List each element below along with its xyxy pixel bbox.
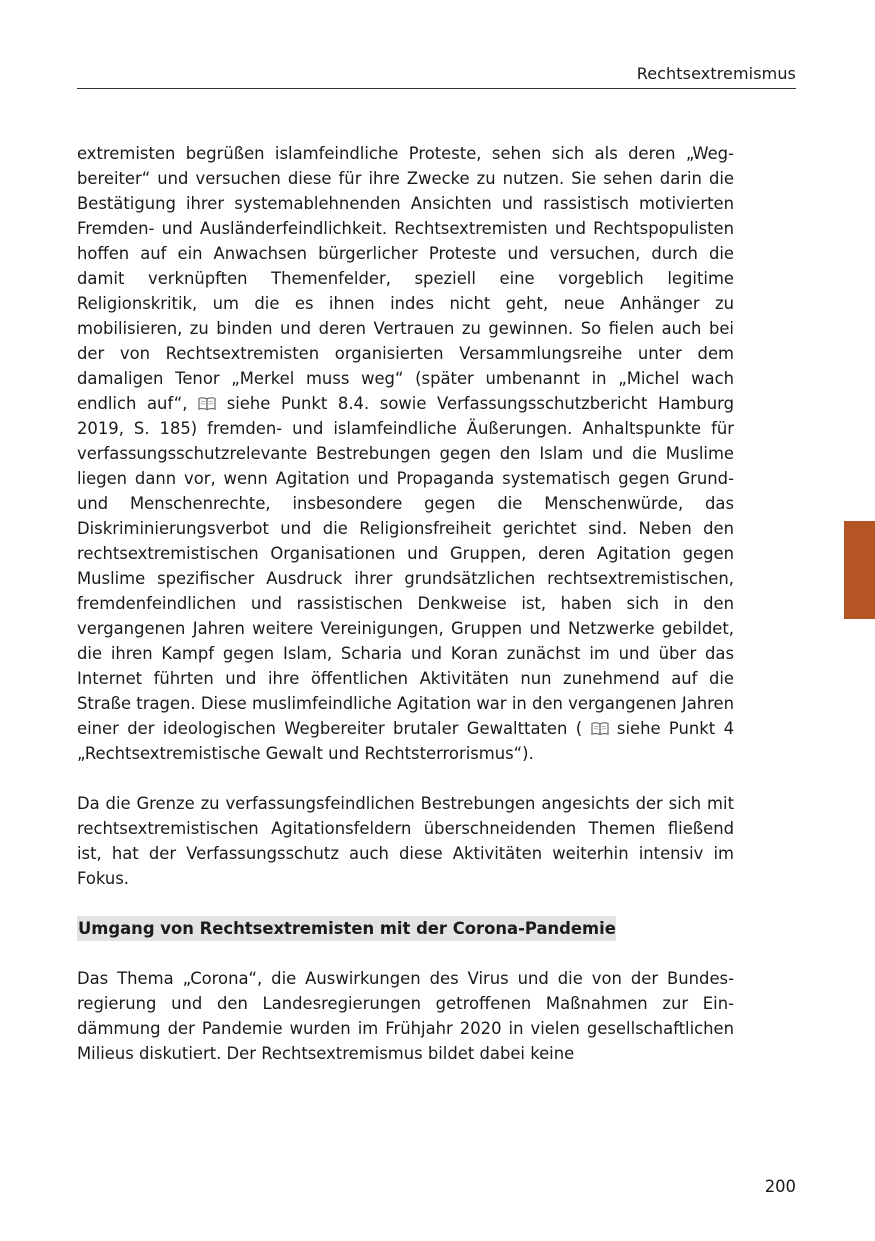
body-paragraph-2: Da die Grenze zu verfassungsfeindlichen Bestrebungen angesichts der sich mit rechtsextremistischen Agitationsfeldern überschneidenden Themen fließend ist, hat der Verfassungsschutz auch diese Aktivitäten weiterhin intensiv im Fokus.: [77, 794, 734, 888]
book-icon[interactable]: [198, 396, 216, 411]
page-number: 200: [764, 1177, 796, 1196]
book-icon[interactable]: [591, 721, 609, 736]
page-body: [77, 141, 734, 1066]
header-divider: [77, 88, 796, 89]
running-header-title: Rechtsextremismus: [636, 64, 796, 83]
paragraph-text: siehe Punkt 8.4. sowie Verfassungsschutzbericht Hamburg 2019, S. 185) fremden- und islamfeindliche Äußerungen. Anhaltspunkte für verfassungsschutzrelevante Bestrebungen gegen den Islam und die Muslime liegen dann vor, wenn Agitation und Propaganda systematisch gegen Grund- und Menschenrechte, insbesondere gegen die Menschenwürde, das Diskriminierungsverbot und die Religionsfreiheit gerichtet sind. Neben den rechtsextremistischen Organisationen und Gruppen, deren Agitation gegen Muslime spezifischer Ausdruck ihrer grundsätzlichen rechtsextremistischen, fremdenfeindlichen und rassistischen Denkweise ist, haben sich in den vergangenen Jahren weitere Vereinigungen, Gruppen und Netzwerke gebildet, die ihren Kampf gegen Islam, Scharia und Koran zunächst im und über das Internet führten und ihre öffentlichen Aktivitäten nun zunehmend auf die Straße tragen. Diese muslimfeindliche Agitation war in den vergangenen Jahren einer der ideologischen Wegbereiter brutaler Gewalttaten (: [77, 394, 734, 738]
section-heading-text: Umgang von Rechtsextremisten mit der Corona-Pandemie: [77, 916, 616, 941]
chapter-tab-marker: [844, 521, 875, 619]
paragraph-text: extremisten begrüßen islamfeindliche Proteste, sehen sich als deren „Wegbereiter“ und versuchen diese für ihre Zwecke zu nutzen. Sie sehen darin die Bestätigung ihrer systemablehnenden Ansichten und rassistisch motivierten Fremden- und Ausländerfeindlichkeit. Rechtsextremisten und Rechtspopulisten hoffen auf ein Anwachsen bürgerlicher Proteste und versuchen, durch die damit verknüpften Themenfelder, speziell eine vorgeblich legitime Religionskritik, um die es ihnen indes nicht geht, neue Anhänger zu mobilisieren, zu binden und deren Vertrauen zu gewinnen. So fielen auch bei der von Rechtsextremisten organisierten Versammlungsreihe unter dem damaligen Tenor „Merkel muss weg“ (später umbenannt in „Michel wach endlich auf“,: [77, 144, 734, 413]
body-paragraph-3: Das Thema „Corona“, die Auswirkungen des Virus und die von der Bundesregierung und den Landesregierungen getroffenen Maßnahmen zur Eindämmung der Pandemie wurden im Frühjahr 2020 in vielen gesellschaftlichen Milieus diskutiert. Der Rechtsextremismus bildet dabei keine: [77, 969, 734, 1063]
section-heading: [77, 916, 734, 941]
body-paragraph-1: [77, 141, 734, 766]
paragraph-text: siehe Punkt 4 „Rechtsextremistische Gewalt und Rechtsterrorismus“).: [77, 719, 735, 763]
